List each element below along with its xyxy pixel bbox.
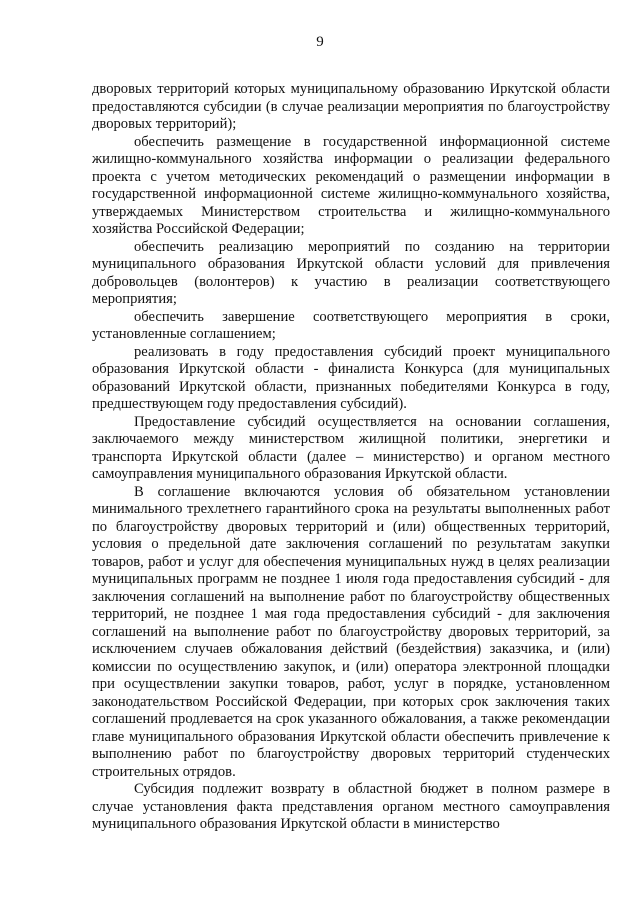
document-body xyxy=(92,81,610,834)
paragraph: дворовых территорий которых муниципальному образованию Иркутской области предоставляются субсидии (в случае реализации мероприятия по благоустройству дворовых территорий); xyxy=(92,81,610,132)
paragraph-last: Субсидия подлежит возврату в областной бюджет в полном размере в случае установления факта представления органом местного самоуправления муниципального образования Иркутской области в министерство xyxy=(92,781,610,832)
paragraph: обеспечить реализацию мероприятий по созданию на территории муниципального образования Иркутской области условий для привлечения добровольцев (волонтеров) к участию в реализации соответствующего мероприятия; xyxy=(92,238,610,307)
paragraph: обеспечить завершение соответствующего мероприятия в сроки, установленные соглашением; xyxy=(92,308,610,342)
paragraph: Предоставление субсидий осуществляется на основании соглашения, заключаемого между министерством жилищной политики, энергетики и транспорта Иркутской области (далее – министерство) и органом местного самоуправления муниципального образования Иркутской области. xyxy=(92,413,610,482)
page-number: 9 xyxy=(316,34,324,50)
paragraph: обеспечить размещение в государственной информационной системе жилищно-коммунального хозяйства информации о реализации федерального проекта с учетом методических рекомендаций о размещении информации в государственной информационной системе жилищно-коммунального хозяйства, утверждаемых Министерством строительства и жилищно-коммунального хозяйства Российской Федерации; xyxy=(92,133,610,237)
paragraph: реализовать в году предоставления субсидий проект муниципального образования Иркутской области - финалиста Конкурса (для муниципальных образований Иркутской области, признанных победителями Конкурса в году, предшествующем году предоставления субсидий). xyxy=(92,343,610,412)
paragraph: В соглашение включаются условия об обязательном установлении минимального трехлетнего гарантийного срока на результаты выполненных работ по благоустройству дворовых территорий и (или) общественных территорий, условия о предельной дате заключения соглашений по результатам закупки товаров, работ и услуг для обеспечения муниципальных нужд в целях реализации муниципальных программ не позднее 1 июля года предоставления субсидий - для заключения соглашений на выполнение работ по благоустройству общественных территорий, не позднее 1 мая года предоставления субсидий - для заключения соглашений на выполнение работ по благоустройству дворовых территорий, за исключением случаев обжалования действий (бездействия) заказчика, и (или) комиссии по осуществлению закупок, и (или) оператора электронной площадки при осуществлении закупки товаров, работ, услуг в порядке, установленном законодательством Российской Федерации, при которых срок заключения таких соглашений продлевается на срок указанного обжалования, а также рекомендации главе муниципального образования Иркутской области обеспечить привлечение к выполнению работ по благоустройству дворовых территорий студенческих строительных отрядов. xyxy=(92,483,610,780)
